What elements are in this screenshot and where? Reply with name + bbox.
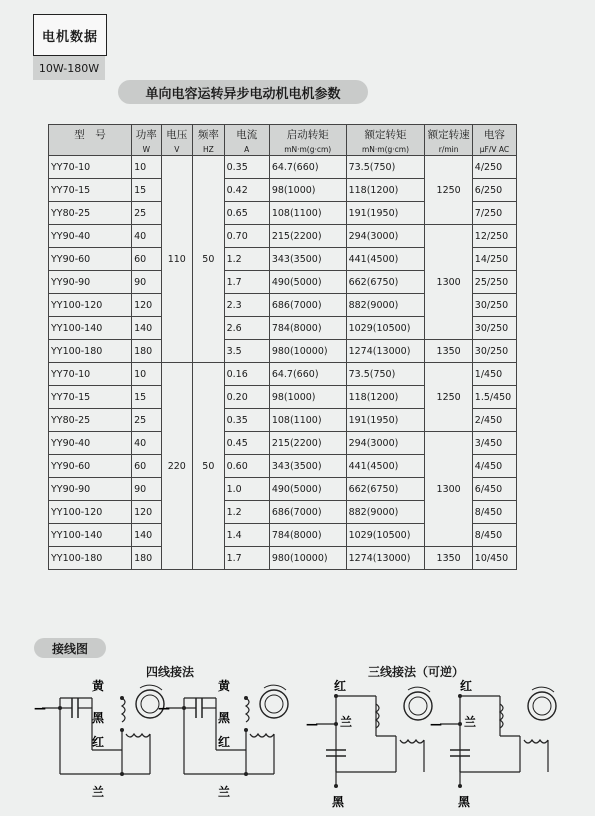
cell-rated-torque: 118(1200) (346, 386, 425, 409)
cell-capacitor: 3/450 (472, 432, 516, 455)
header-label-box (33, 14, 107, 56)
wiring-diagrams (0, 676, 595, 816)
cell-rated-torque: 1029(10500) (346, 317, 425, 340)
cell-capacitor: 14/250 (472, 248, 516, 271)
red-label: 红 (92, 735, 105, 749)
cell-rated-torque: 882(9000) (346, 501, 425, 524)
cell-current: 3.5 (224, 340, 269, 363)
black-label: 黑 (218, 711, 231, 725)
cell-power: 90 (132, 478, 161, 501)
cell-start-torque: 108(1100) (269, 409, 346, 432)
cell-current: 0.20 (224, 386, 269, 409)
table-row (49, 156, 517, 179)
cell-start-torque: 686(7000) (269, 501, 346, 524)
cell-start-torque: 343(3500) (269, 455, 346, 478)
cell-rated-speed: 1350 (425, 340, 472, 363)
cell-power: 15 (132, 179, 161, 202)
cell-start-torque: 215(2200) (269, 432, 346, 455)
cell-current: 1.4 (224, 524, 269, 547)
three-wire-title: 三线接法（可逆） (368, 665, 465, 679)
unit-rated-torque: mN·m(g·cm) (346, 143, 425, 156)
col-power: 功率 (132, 125, 161, 144)
cell-start-torque: 64.7(660) (269, 363, 346, 386)
cell-model: YY70-15 (49, 179, 132, 202)
cell-current: 1.0 (224, 478, 269, 501)
blue-label: 兰 (464, 715, 477, 729)
cell-start-torque: 490(5000) (269, 478, 346, 501)
header-label: 电机数据 (41, 29, 98, 45)
cell-capacitor: 4/450 (472, 455, 516, 478)
cell-start-torque: 98(1000) (269, 386, 346, 409)
cell-rated-torque: 294(3000) (346, 225, 425, 248)
col-rated-speed: 额定转速 (425, 125, 472, 144)
cell-current: 0.35 (224, 409, 269, 432)
cell-capacitor: 6/450 (472, 478, 516, 501)
cell-current: 0.42 (224, 179, 269, 202)
table-row (49, 340, 517, 363)
cell-capacitor: 12/250 (472, 225, 516, 248)
cell-rated-torque: 73.5(750) (346, 363, 425, 386)
cell-rated-torque: 118(1200) (346, 179, 425, 202)
red-label: 红 (218, 735, 231, 749)
blue-label: 兰 (218, 785, 231, 799)
cell-model: YY100-180 (49, 340, 132, 363)
units-row (49, 143, 517, 156)
minus-label: — (430, 717, 442, 731)
cell-current: 0.45 (224, 432, 269, 455)
cell-capacitor: 30/250 (472, 294, 516, 317)
col-rated-torque: 额定转矩 (346, 125, 425, 144)
cell-start-torque: 343(3500) (269, 248, 346, 271)
cell-power: 90 (132, 271, 161, 294)
cell-power: 120 (132, 501, 161, 524)
unit-start-torque: mN·m(g·cm) (269, 143, 346, 156)
col-current: 电流 (224, 125, 269, 144)
cell-rated-torque: 294(3000) (346, 432, 425, 455)
cell-frequency: 50 (193, 156, 225, 363)
table-body (49, 156, 517, 570)
cell-power: 140 (132, 317, 161, 340)
cell-rated-torque: 73.5(750) (346, 156, 425, 179)
power-range: 10W-180W (38, 61, 100, 75)
minus-label: — (306, 717, 318, 731)
unit-model (49, 143, 132, 156)
cell-voltage: 110 (161, 156, 193, 363)
col-model: 型 号 (49, 125, 132, 144)
cell-model: YY90-60 (49, 455, 132, 478)
minus-label: — (34, 701, 46, 715)
cell-power: 120 (132, 294, 161, 317)
cell-power: 140 (132, 524, 161, 547)
cell-model: YY90-90 (49, 478, 132, 501)
unit-power: W (132, 143, 161, 156)
cell-model: YY90-90 (49, 271, 132, 294)
cell-rated-speed: 1250 (425, 363, 472, 432)
three-wire-diagram-1 (306, 678, 432, 809)
cell-current: 0.16 (224, 363, 269, 386)
three-wire-diagram-2 (430, 678, 556, 809)
cell-rated-torque: 441(4500) (346, 455, 425, 478)
cell-capacitor: 1/450 (472, 363, 516, 386)
col-capacitor: 电容 (472, 125, 516, 144)
cell-model: YY70-15 (49, 386, 132, 409)
col-frequency: 频率 (193, 125, 225, 144)
cell-current: 0.65 (224, 202, 269, 225)
cell-power: 60 (132, 455, 161, 478)
cell-start-torque: 490(5000) (269, 271, 346, 294)
table-row (49, 432, 517, 455)
header-row (49, 125, 517, 144)
cell-model: YY90-60 (49, 248, 132, 271)
red-label: 红 (334, 679, 347, 693)
cell-model: YY80-25 (49, 409, 132, 432)
cell-start-torque: 980(10000) (269, 340, 346, 363)
unit-current: A (224, 143, 269, 156)
col-start-torque: 启动转矩 (269, 125, 346, 144)
cell-rated-torque: 191(1950) (346, 409, 425, 432)
cell-capacitor: 1.5/450 (472, 386, 516, 409)
cell-power: 180 (132, 340, 161, 363)
cell-rated-torque: 1029(10500) (346, 524, 425, 547)
cell-capacitor: 25/250 (472, 271, 516, 294)
black-label: 黑 (458, 795, 471, 809)
unit-voltage: V (161, 143, 193, 156)
motor-parameter-table (48, 124, 517, 570)
cell-rated-speed: 1250 (425, 156, 472, 225)
cell-capacitor: 2/450 (472, 409, 516, 432)
cell-power: 40 (132, 225, 161, 248)
cell-model: YY70-10 (49, 156, 132, 179)
cell-current: 1.2 (224, 248, 269, 271)
unit-frequency: HZ (193, 143, 225, 156)
four-wire-diagram-2 (158, 678, 288, 799)
cell-current: 2.6 (224, 317, 269, 340)
cell-model: YY90-40 (49, 432, 132, 455)
cell-model: YY100-180 (49, 547, 132, 570)
cell-power: 180 (132, 547, 161, 570)
table-row (49, 363, 517, 386)
cell-current: 1.7 (224, 547, 269, 570)
black-label: 黑 (92, 711, 105, 725)
cell-capacitor: 30/250 (472, 340, 516, 363)
cell-current: 0.35 (224, 156, 269, 179)
cell-current: 1.2 (224, 501, 269, 524)
cell-voltage: 220 (161, 363, 193, 570)
cell-model: YY100-120 (49, 294, 132, 317)
cell-start-torque: 64.7(660) (269, 156, 346, 179)
power-range-box (33, 56, 105, 80)
cell-current: 1.7 (224, 271, 269, 294)
blue-label: 兰 (340, 715, 353, 729)
cell-start-torque: 980(10000) (269, 547, 346, 570)
wiring-title: 接线图 (34, 638, 106, 658)
cell-current: 0.70 (224, 225, 269, 248)
col-voltage: 电压 (161, 125, 193, 144)
cell-start-torque: 784(8000) (269, 524, 346, 547)
cell-power: 10 (132, 363, 161, 386)
cell-model: YY100-140 (49, 317, 132, 340)
four-wire-diagram-1 (34, 678, 164, 799)
cell-capacitor: 4/250 (472, 156, 516, 179)
cell-start-torque: 784(8000) (269, 317, 346, 340)
cell-model: YY80-25 (49, 202, 132, 225)
cell-current: 2.3 (224, 294, 269, 317)
cell-rated-torque: 882(9000) (346, 294, 425, 317)
yellow-label: 黄 (92, 679, 105, 693)
cell-model: YY100-140 (49, 524, 132, 547)
blue-label: 兰 (92, 785, 105, 799)
cell-current: 0.60 (224, 455, 269, 478)
four-wire-title: 四线接法 (146, 665, 195, 679)
cell-start-torque: 686(7000) (269, 294, 346, 317)
cell-power: 40 (132, 432, 161, 455)
unit-rated-speed: r/min (425, 143, 472, 156)
table-row (49, 547, 517, 570)
cell-capacitor: 8/450 (472, 501, 516, 524)
cell-rated-torque: 662(6750) (346, 271, 425, 294)
table-title: 单向电容运转异步电动机电机参数 (118, 80, 368, 104)
cell-rated-speed: 1300 (425, 432, 472, 547)
cell-capacitor: 10/450 (472, 547, 516, 570)
cell-start-torque: 215(2200) (269, 225, 346, 248)
unit-capacitor: μF/V AC (472, 143, 516, 156)
cell-rated-torque: 662(6750) (346, 478, 425, 501)
cell-rated-torque: 191(1950) (346, 202, 425, 225)
cell-frequency: 50 (193, 363, 225, 570)
cell-power: 60 (132, 248, 161, 271)
cell-power: 10 (132, 156, 161, 179)
table-row (49, 225, 517, 248)
red-label: 红 (460, 679, 473, 693)
cell-capacitor: 30/250 (472, 317, 516, 340)
cell-rated-torque: 1274(13000) (346, 340, 425, 363)
yellow-label: 黄 (218, 679, 231, 693)
cell-start-torque: 98(1000) (269, 179, 346, 202)
cell-rated-torque: 1274(13000) (346, 547, 425, 570)
black-label: 黑 (332, 795, 345, 809)
cell-rated-torque: 441(4500) (346, 248, 425, 271)
cell-capacitor: 6/250 (472, 179, 516, 202)
cell-power: 25 (132, 409, 161, 432)
cell-capacitor: 7/250 (472, 202, 516, 225)
minus-label: — (158, 701, 170, 715)
cell-rated-speed: 1350 (425, 547, 472, 570)
cell-model: YY70-10 (49, 363, 132, 386)
cell-model: YY100-120 (49, 501, 132, 524)
cell-start-torque: 108(1100) (269, 202, 346, 225)
cell-rated-speed: 1300 (425, 225, 472, 340)
cell-capacitor: 8/450 (472, 524, 516, 547)
cell-model: YY90-40 (49, 225, 132, 248)
cell-power: 25 (132, 202, 161, 225)
cell-power: 15 (132, 386, 161, 409)
